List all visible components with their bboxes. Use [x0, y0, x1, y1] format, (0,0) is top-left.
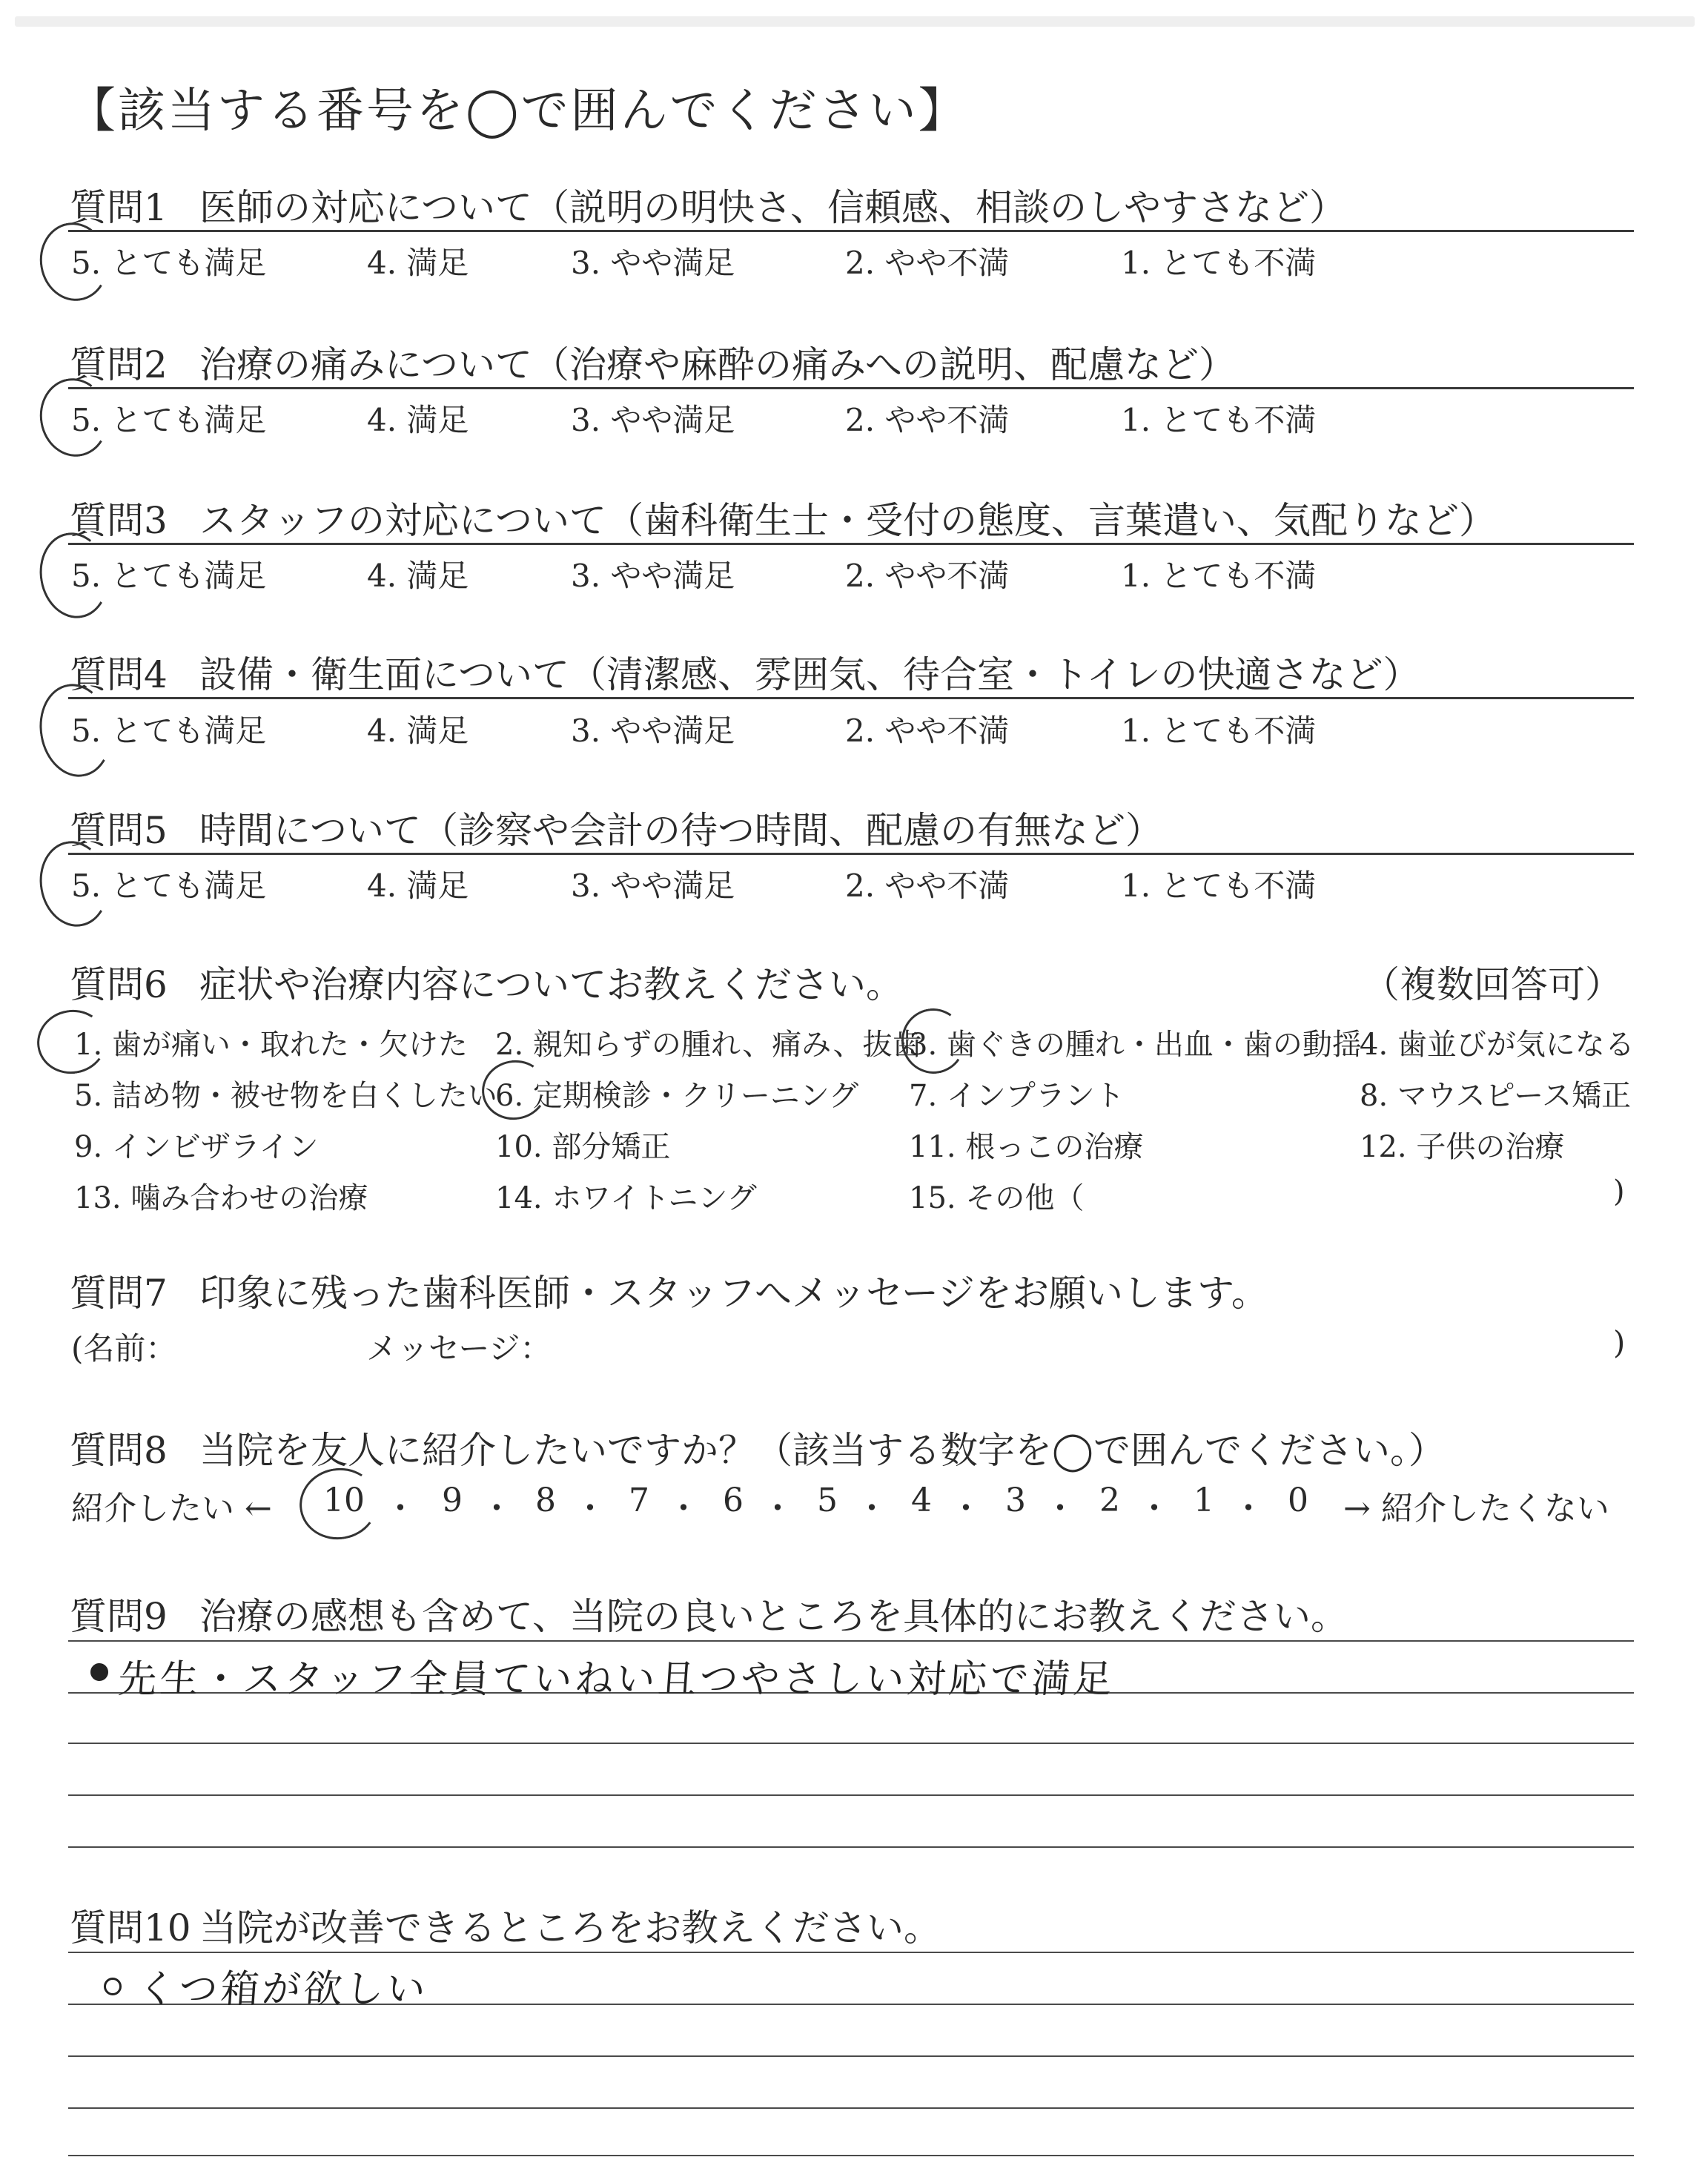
page-title: 【該当する番号を◯で囲んでください】: [68, 84, 968, 139]
q6-option-10[interactable]: 10. 部分矯正: [495, 1130, 671, 1164]
scale-separator: ・: [667, 1490, 700, 1527]
scan-edge: [15, 16, 1695, 27]
rating-option-2[interactable]: 2. やや不満: [845, 713, 1010, 749]
rule: [68, 387, 1634, 389]
scale-separator: ・: [480, 1490, 513, 1527]
answer-line: [68, 1952, 1634, 1953]
scale-value-0[interactable]: 0: [1288, 1482, 1308, 1519]
rating-option-5[interactable]: 5. とても満足: [71, 245, 267, 281]
q6-option-11[interactable]: 11. 根っこの治療: [909, 1130, 1144, 1164]
selection-circle: [896, 1003, 970, 1079]
q6-option-9[interactable]: 9. インビザライン: [74, 1130, 319, 1164]
q10-handwritten-answer[interactable]: くつ箱が欲しい: [136, 1967, 430, 2012]
scale-value-3[interactable]: 3: [1005, 1482, 1026, 1519]
bullet-dot: [90, 1663, 108, 1681]
scale-separator: ・: [761, 1490, 794, 1527]
selection-circle: [32, 1004, 112, 1079]
scale-value-6[interactable]: 6: [723, 1482, 744, 1519]
rating-option-3[interactable]: 3. やや満足: [571, 558, 735, 594]
q6-option-6[interactable]: 6. 定期検診・クリーニング: [495, 1079, 859, 1113]
q6-option-13[interactable]: 13. 噛み合わせの治療: [74, 1181, 368, 1215]
question-8: 質問8 当院を友人に紹介したいですか？（該当する数字を◯で囲んでください。）: [70, 1429, 1446, 1472]
rating-option-4[interactable]: 4. 満足: [367, 402, 469, 438]
q6-option-5[interactable]: 5. 詰め物・被せ物を白くしたい: [74, 1079, 497, 1113]
question-5: 質問5 時間について（診察や会計の待つ時間、配慮の有無など）: [70, 809, 1162, 852]
question-1: 質問1 医師の対応について（説明の明快さ、信頼感、相談のしやすさなど）: [70, 186, 1346, 229]
scale-separator: ・: [1138, 1490, 1171, 1527]
q6-option-2[interactable]: 2. 親知らずの腫れ、痛み、抜歯: [495, 1028, 922, 1062]
rating-option-2[interactable]: 2. やや不満: [845, 402, 1010, 438]
answer-line: [68, 1743, 1634, 1744]
rating-option-3[interactable]: 3. やや満足: [571, 402, 735, 438]
scale-value-4[interactable]: 4: [911, 1482, 932, 1519]
answer-line: [68, 2155, 1634, 2156]
question-10: 質問10 当院が改善できるところをお教えください。: [70, 1906, 941, 1949]
question-9: 質問9 治療の感想も含めて、当院の良いところを具体的にお教えください。: [70, 1595, 1348, 1638]
answer-line: [68, 2055, 1634, 2057]
message-close: ): [1613, 1324, 1626, 1361]
rating-option-2[interactable]: 2. やや不満: [845, 868, 1010, 904]
recommend-right-label: → 紹介したくない: [1343, 1490, 1609, 1527]
q6-option-7[interactable]: 7. インプラント: [909, 1079, 1125, 1113]
rating-option-1[interactable]: 1. とても不満: [1121, 713, 1317, 749]
scale-value-10[interactable]: 10: [323, 1482, 365, 1519]
rating-option-1[interactable]: 1. とても不満: [1121, 868, 1317, 904]
answer-line: [68, 1794, 1634, 1796]
q6-option-14[interactable]: 14. ホワイトニング: [495, 1181, 757, 1215]
scale-separator: ・: [574, 1490, 606, 1527]
rating-option-5[interactable]: 5. とても満足: [71, 402, 267, 438]
rating-option-1[interactable]: 1. とても不満: [1121, 558, 1317, 594]
scale-separator: ・: [1044, 1490, 1076, 1527]
scale-separator: ・: [384, 1490, 417, 1527]
rule: [68, 543, 1634, 545]
rating-option-3[interactable]: 3. やや満足: [571, 868, 735, 904]
question-2: 質問2 治療の痛みについて（治療や麻酔の痛みへの説明、配慮など）: [70, 343, 1236, 386]
rating-option-4[interactable]: 4. 満足: [367, 868, 469, 904]
question-6: 質問6 症状や治療内容についてお教えください。: [70, 963, 903, 1006]
q6-other-close: ): [1613, 1175, 1625, 1209]
rating-option-1[interactable]: 1. とても不満: [1121, 402, 1317, 438]
scale-separator: ・: [950, 1490, 982, 1527]
question-4: 質問4 設備・衛生面について（清潔感、雰囲気、待合室・トイレの快適さなど）: [70, 653, 1420, 696]
rating-option-5[interactable]: 5. とても満足: [71, 713, 267, 749]
rating-option-4[interactable]: 4. 満足: [367, 713, 469, 749]
scale-value-8[interactable]: 8: [535, 1482, 556, 1519]
rating-option-3[interactable]: 3. やや満足: [571, 713, 735, 749]
rating-option-5[interactable]: 5. とても満足: [71, 868, 267, 904]
rating-option-1[interactable]: 1. とても不満: [1121, 245, 1317, 281]
q6-option-8[interactable]: 8. マウスピース矯正: [1360, 1079, 1632, 1113]
recommend-left-label: 紹介したい ←: [71, 1490, 272, 1527]
scale-value-9[interactable]: 9: [442, 1482, 463, 1519]
rating-option-4[interactable]: 4. 満足: [367, 245, 469, 281]
q6-option-1[interactable]: 1. 歯が痛い・取れた・欠けた: [74, 1028, 468, 1062]
q9-handwritten-answer[interactable]: 先生・スタッフ全員ていねい且つやさしい対応で満足: [116, 1657, 1116, 1702]
scale-separator: ・: [855, 1490, 888, 1527]
question-7: 質問7 印象に残った歯科医師・スタッフへメッセージをお願いします。: [70, 1272, 1268, 1315]
answer-line: [68, 1846, 1634, 1848]
bullet-dot: [104, 1978, 122, 1995]
scale-value-2[interactable]: 2: [1099, 1482, 1120, 1519]
answer-line: [68, 1640, 1634, 1642]
answer-line: [68, 2107, 1634, 2109]
name-label: (名前：: [71, 1330, 177, 1367]
scale-value-5[interactable]: 5: [817, 1482, 838, 1519]
message-label: メッセージ：: [366, 1330, 552, 1367]
q6-option-3[interactable]: 3. 歯ぐきの腫れ・出血・歯の動揺: [909, 1028, 1362, 1062]
scale-value-1[interactable]: 1: [1194, 1482, 1214, 1519]
rule: [68, 853, 1634, 855]
selection-circle: [294, 1462, 383, 1546]
scale-value-7[interactable]: 7: [629, 1482, 649, 1519]
rating-option-3[interactable]: 3. やや満足: [571, 245, 735, 281]
rule: [68, 230, 1634, 232]
scale-separator: ・: [1232, 1490, 1265, 1527]
rating-option-2[interactable]: 2. やや不満: [845, 558, 1010, 594]
rule: [68, 697, 1634, 699]
multiple-answers-note: （複数回答可）: [1363, 963, 1622, 1006]
question-3: 質問3 スタッフの対応について（歯科衛生士・受付の態度、言葉遣い、気配りなど）: [70, 499, 1496, 542]
rating-option-5[interactable]: 5. とても満足: [71, 558, 267, 594]
rating-option-4[interactable]: 4. 満足: [367, 558, 469, 594]
q6-option-15[interactable]: 15. その他（: [909, 1181, 1085, 1215]
rating-option-2[interactable]: 2. やや不満: [845, 245, 1010, 281]
q6-option-12[interactable]: 12. 子供の治療: [1360, 1130, 1565, 1164]
q6-option-4[interactable]: 4. 歯並びが気になる: [1360, 1028, 1635, 1062]
